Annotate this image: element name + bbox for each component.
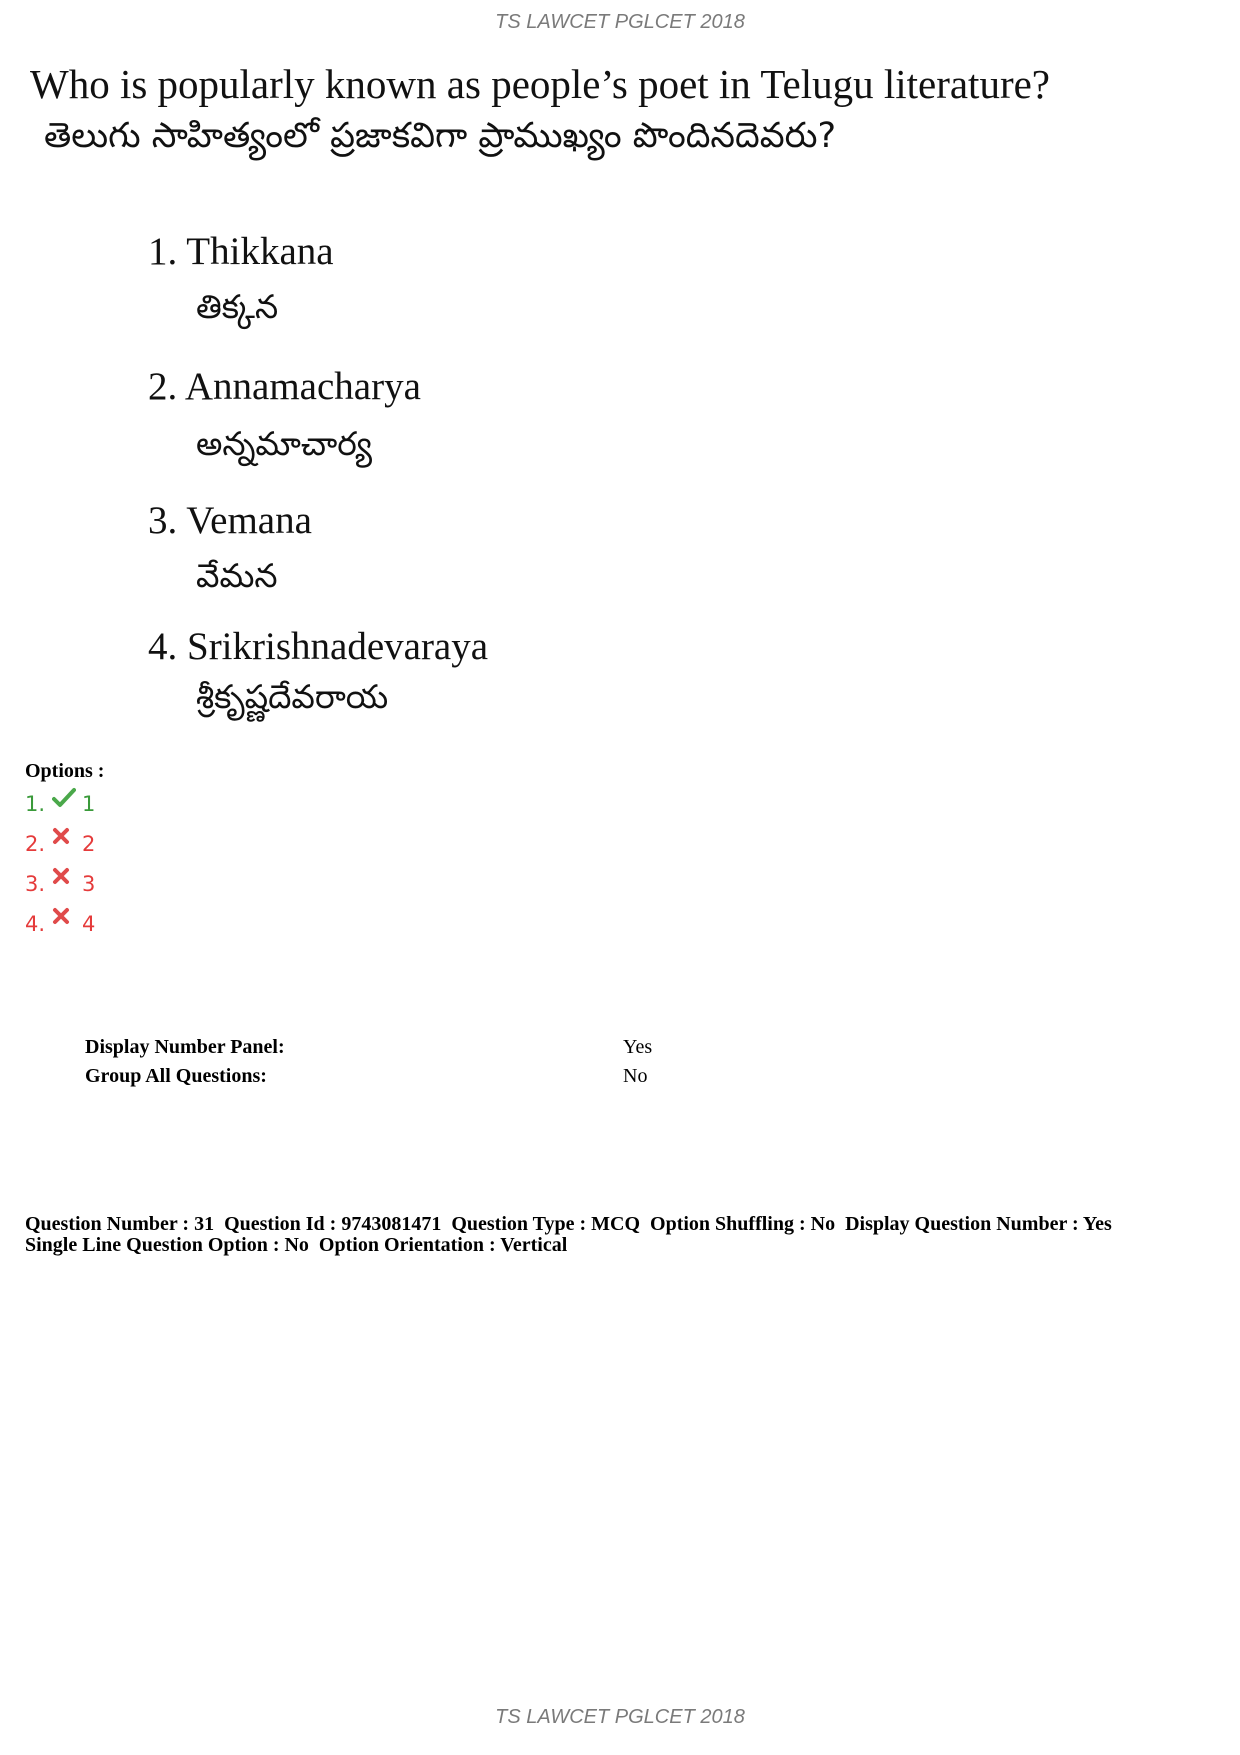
option-row-2 — [25, 831, 95, 857]
options-title: Options : — [25, 760, 105, 782]
cross-icon — [52, 831, 82, 857]
choice-4-telugu: శ్రీకృష్ణదేవరాయ — [196, 677, 389, 716]
choice-2-english: 2. Annamacharya — [148, 365, 421, 408]
setting-value-group-all-questions: No — [623, 1065, 648, 1087]
setting-value-display-number-panel: Yes — [623, 1036, 653, 1058]
question-info-line-1: Question Number : 31 Question Id : 9743081471 Question Type : MCQ Option Shuffling : No Display Question Number : Yes — [25, 1213, 1112, 1235]
option-number: 4. — [25, 912, 46, 936]
question-text-telugu: తెలుగు సాహిత్యంలో ప్రజాకవిగా ప్రాముఖ్యం పొందినదెవరు? — [44, 116, 837, 156]
setting-label-display-number-panel: Display Number Panel: — [85, 1036, 285, 1058]
option-row-3 — [25, 871, 95, 897]
cross-icon — [52, 871, 82, 897]
cross-icon — [52, 911, 82, 937]
page-header: TS LAWCET PGLCET 2018 — [495, 11, 745, 33]
option-value: 4 — [82, 912, 96, 936]
setting-label-group-all-questions: Group All Questions: — [85, 1065, 267, 1087]
option-number: 2. — [25, 832, 46, 856]
choice-2-telugu: అన్నమాచార్య — [196, 424, 372, 463]
option-number: 3. — [25, 872, 46, 896]
question-info-line-2: Single Line Question Option : No Option Orientation : Vertical — [25, 1234, 568, 1256]
option-row-1 — [25, 791, 95, 817]
check-icon — [52, 791, 82, 817]
choice-4-english: 4. Srikrishnadevaraya — [148, 625, 489, 668]
choice-1-telugu: తిక్కన — [196, 287, 279, 326]
question-text-english: Who is popularly known as people’s poet in Telugu literature? — [30, 61, 1050, 107]
page-footer: TS LAWCET PGLCET 2018 — [495, 1706, 745, 1728]
option-number: 1. — [25, 792, 46, 816]
option-value: 3 — [82, 872, 96, 896]
choice-3-english: 3. Vemana — [148, 499, 312, 542]
choice-1-english: 1. Thikkana — [148, 230, 334, 273]
option-value: 1 — [82, 792, 96, 816]
question-info — [25, 1214, 1112, 1256]
choice-3-telugu: వేమన — [196, 556, 278, 595]
option-value: 2 — [82, 832, 96, 856]
option-row-4 — [25, 911, 95, 937]
